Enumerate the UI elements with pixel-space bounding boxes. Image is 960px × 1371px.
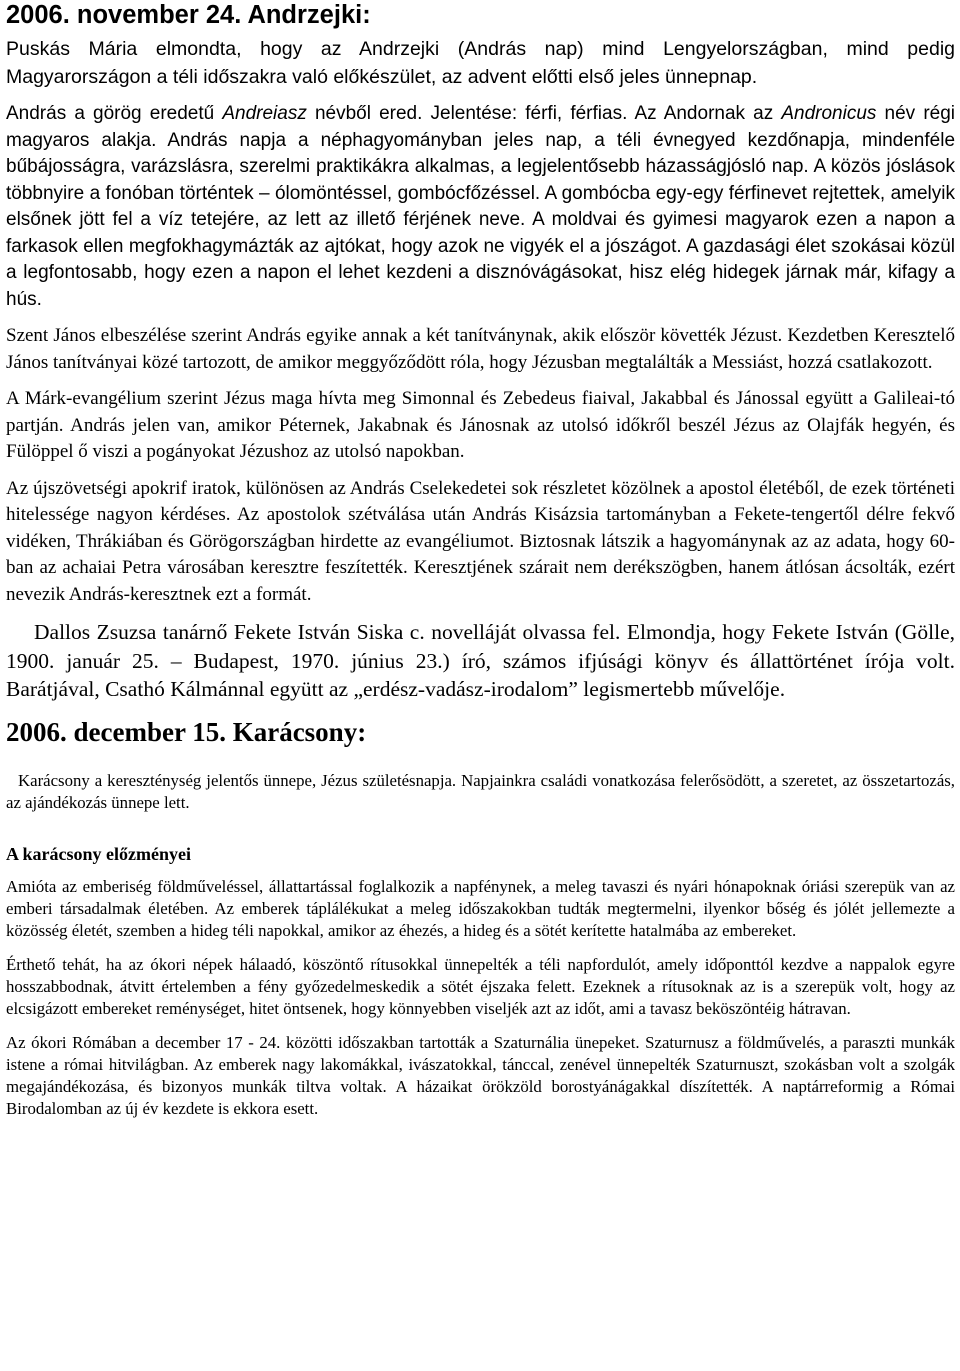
section-heading-andrzejki: 2006. november 24. Andrzejki:: [6, 1, 371, 29]
paragraph-apocrypha: Az újszövetségi apokrif iratok, különösen az András Cselekedetei sok részletet közölnek a apostol életéből, de ezek történeti hitelessége nagyon kérdéses. Az apostolok szétválása után András Kisázsia tartományban a Fekete-tengertől délre fekvő vidéken, Thrákiában és Görögországban hirdette az evangéliumot. Biztosnak látszik a hagyománynak az az adata, hogy 60-ban az achaiai Petra városában keresztre feszítették. Keresztjének szárait nem derékszögben, hanem átlósan ácsolták, ezért nevezik András-keresztnek ezt a formát.: [6, 477, 955, 605]
paragraph-dallos: Dallos Zsuzsa tanárnő Fekete István Siska c. novelláját olvassa fel. Elmondja, hogy Fekete István (Gölle, 1900. január 25. – Budapest, 1970. június 23.) író, számos ifjúsági könyv és állattörténet írója volt. Barátjával, Csathó Kálmánnal együtt az „erdész-vadász-irodalom” legismertebb művelője.: [6, 620, 955, 701]
subheading-christmas-origins: A karácsony előzményei: [6, 843, 191, 864]
paragraph-intro: Puskás Mária elmondta, hogy az Andrzejki (András nap) mind Lengyelországban, mind pedig Magyarországon a téli időszakra való előkészület, az advent előtti első jeles ünnepnap.: [6, 38, 955, 88]
paragraph-john: Szent János elbeszélése szerint András egyike annak a két tanítványnak, akik először követték Jézust. Kezdetben Keresztelő János tanítványai közé tartozott, de amikor meggyőződött róla, hogy Jézusban megtalálták a Messiást, hozzá csatlakozott.: [6, 325, 955, 373]
origin-name-andronicus: Andronicus: [781, 103, 877, 124]
paragraph-origins-1: Amióta az emberiség földműveléssel, állattartással foglalkozik a napfénynek, a meleg tavaszi és nyári hónapoknak óriási szerepük van az emberi társadalmak életében. Az emberek táplálékukat a meleg időszakokban tudták megtermelni, ilyenkor bőség és jólét jellemezte a közösség életét, szemben a hideg téli napokkal, amikor az éhezés, a hideg és a sötét kerítette hatalmába az embereket.: [6, 876, 955, 940]
paragraph-name-origin: [6, 101, 955, 313]
paragraph-christmas-intro: Karácsony a kereszténység jelentős ünnepe, Jézus születésnapja. Napjainkra családi vonatkozása felerősödött, a szeretet, az összetartozás, az ajándékozás ünnepe lett.: [6, 770, 955, 812]
origin-text-a: András a görög eredetű: [6, 103, 223, 124]
paragraph-mark: A Márk-evangélium szerint Jézus maga hívta meg Simonnal és Zebedeus fiaival, Jakabbal és Jánossal együtt a Galileai-tó partján. András jelen van, amikor Péternek, Jakabnak és Jánosnak az utolsó időkről beszél Jézus az Olajfák hegyén, és Fülöppel ő viszi a pogányokat Jézushoz az utolsó napokban.: [6, 388, 955, 462]
paragraph-origins-3: Az ókori Rómában a december 17 - 24. közötti időszakban tartották a Szaturnália ünepeket. Szaturnusz a földművelés, a paraszti munkák istene a római hitvilágban. Az emberek nagy lakomákkal, ivászatokkal, tánccal, zenével ünnepelték Szaturnuszt, szokásban volt a szolgák megajándékozása, és bizonyos munkák tiltva voltak. A házaikat örökzöld borostyánágakkal díszítették. A naptárreformig a Római Birodalomban az új év kezdete is ekkora esett.: [6, 1032, 955, 1118]
origin-text-e: név régi magyaros alakja.: [6, 103, 955, 151]
paragraph-origins-2: Érthető tehát, ha az ókori népek hálaadó, köszöntő rítusokkal ünnepelték a téli napfordulót, amely időponttól kezdve a nappalok egyre hosszabbodnak, átvitt értelemben a fény győzedelmeskedik a sötét éjszaka felett. Ezeknek a rítusoknak az is a szerepük volt, hogy az elcsigázott embereket reménységet, hitet öntsenek, hogy könnyebben viseljék azt az időt, ami a tavasz beköszöntéig hátravan.: [6, 954, 955, 1018]
section-heading-karacsony: 2006. december 15. Karácsony:: [6, 716, 367, 747]
paragraph-folk-tradition: András napja a néphagyományban jeles nap, a téli évnegyed kezdőnapja, mindenféle bűbájosságra, varázslásra, szerelmi praktikákra alkalmas, a legjelentősebb házasságjósló nap. A közös jóslások többnyire a fonóban történtek – ólomöntéssel, gombócfőzéssel. A gombócba egy-egy férfinevet rejtettek, amelyik elsőnek jött fel a víz tetejére, az lett az illető férjének neve. A moldvai és gyimesi magyarok ezen a napon a farkasok ellen megfokhagymázták az ajtókat, hogy azok ne vigyék el a jószágot. A gazdasági élet szokásai közül a legfontosabb, hogy ezen a napon el lehet kezdeni a disznóvágásokat, hisz elég hidegek járnak már, kifagy a hús.: [6, 129, 956, 310]
origin-name-andreiasz: Andreiasz: [222, 103, 307, 124]
origin-text-c: névből ered. Jelentése: férfi, férfias. Az Andornak az: [306, 103, 782, 124]
